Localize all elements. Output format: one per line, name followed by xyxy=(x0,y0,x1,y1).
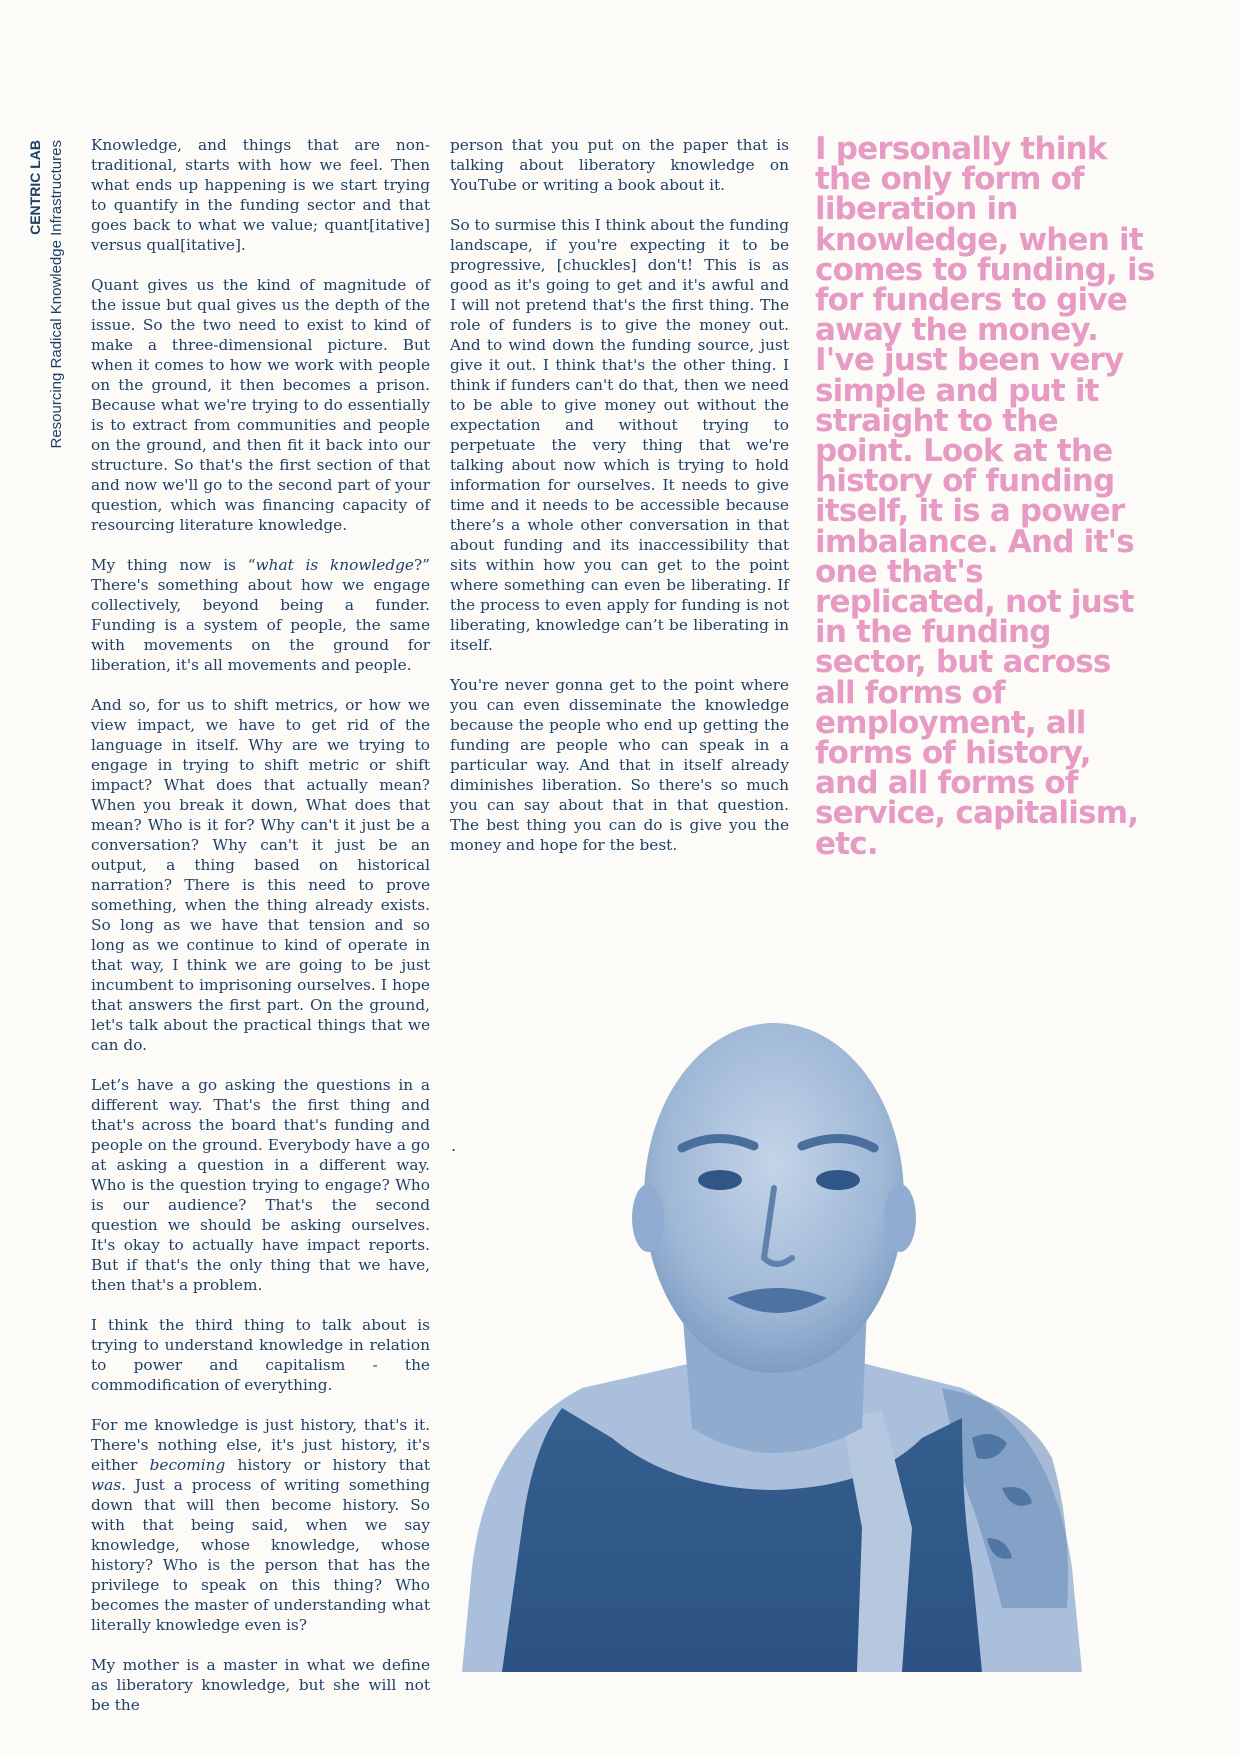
sidebar-label xyxy=(24,140,80,480)
brand-name: CENTRIC LAB xyxy=(27,140,43,235)
paragraph: My mother is a master in what we define as liberatory knowledge, but she will not be the xyxy=(91,1656,430,1714)
paragraph: My thing now is “what is knowledge?” There's something about how we engage collectively, beyond being a funder. Funding is a system of people, the same with movements on the ground for liberation, it's all movements and people. xyxy=(91,556,431,674)
portrait-photo xyxy=(442,1008,1106,1672)
paragraph: I think the third thing to talk about is trying to understand knowledge in relation to power and capitalism - the commodification of everything. xyxy=(91,1316,430,1394)
pull-quote: I personally think the only form of liberation in knowledge, when it comes to funding, is for funders to give away the money. I've just been very simple and put it straight to the point. Look at the history of funding itself, it is a power imbalance. And it's one that's replicated, not just in the funding sector, but across all forms of employment, all forms of history, and all forms of service, capitalism, etc. xyxy=(815,131,1155,862)
text-column-middle xyxy=(450,135,789,855)
paragraph: Quant gives us the kind of magnitude of the issue but qual gives us the depth of the issue. So the two need to exist to kind of make a three-dimensional picture. But when it comes to how we work with people on the ground, it then becomes a prison. Because what we're trying to do essentially is to extract from communities and people on the ground, and then fit it back into our structure. So that's the first section of that and now we'll go to the second part of your question, which was financing capacity of resourcing literature knowledge. xyxy=(91,276,430,534)
text-column-left xyxy=(91,135,430,1715)
paragraph: Knowledge, and things that are non-traditional, starts with how we feel. Then what ends up happening is we start trying to quantify in the funding sector and that goes back to what we value; quant[itative] versus qual[itative]. xyxy=(91,136,430,254)
stray-mark: . xyxy=(451,1136,457,1155)
paragraph: And so, for us to shift metrics, or how we view impact, we have to get rid of the language in itself. Why are we trying to engage in trying to shift metric or shift impact? What does that actually mean? When you break it down, What does that mean? Who is it for? Why can't it just be a conversation? Why can't it just be an output, a thing based on historical narration? There is this need to prove something, when the thing already exists. So long as we have that tension and so long as we continue to kind of operate in that way, I think we are going to be just incumbent to imprisoning ourselves. I hope that answers the first part. On the ground, let's talk about the practical things that we can do. xyxy=(91,696,430,1054)
paragraph: For me knowledge is just history, that's it. There's nothing else, it's just history, it's either becoming history or history that was. Just a process of writing something down that will then become history. So with that being said, when we say knowledge, whose knowledge, whose history? Who is the person that has the privilege to speak on this thing? Who becomes the master of understanding what literally knowledge even is? xyxy=(91,1416,430,1634)
paragraph: You're never gonna get to the point where you can even disseminate the knowledge because the people who end up getting the funding are people who can speak in a particular way. And that in itself already diminishes liberation. So there's so much you can say about that in that question. The best thing you can do is give you the money and hope for the best. xyxy=(450,676,789,854)
paragraph: person that you put on the paper that is talking about liberatory knowledge on YouTube or writing a book about it. xyxy=(450,136,789,194)
paragraph: Let’s have a go asking the questions in a different way. That's the first thing and that's across the board that's funding and people on the ground. Everybody have a go at asking a question in a different way. Who is the question trying to engage? Who is our audience? That's the second question we should be asking ourselves. It's okay to actually have impact reports. But if that's the only thing that we have, then that's a problem. xyxy=(91,1076,430,1294)
paragraph: So to surmise this I think about the funding landscape, if you're expecting it to be progressive, [chuckles] don't! This is as good as it's going to get and it's awful and I will not pretend that's the first thing. The role of funders is to give the money out. And to wind down the funding source, just give it out. I think that's the other thing. I think if funders can't do that, then we need to be able to give money out without the expectation and without trying to perpetuate the very thing that we're talking about now which is trying to hold information for ourselves. It needs to give time and it needs to be accessible because there’s a whole other conversation in that about funding and its inaccessibility that sits within how you can get to the point where something can even be liberating. If the process to even apply for funding is not liberating, knowledge can’t be liberating in itself. xyxy=(450,216,789,654)
publication-subtitle: Resourcing Radical Knowledge Infrastructures xyxy=(48,140,65,449)
